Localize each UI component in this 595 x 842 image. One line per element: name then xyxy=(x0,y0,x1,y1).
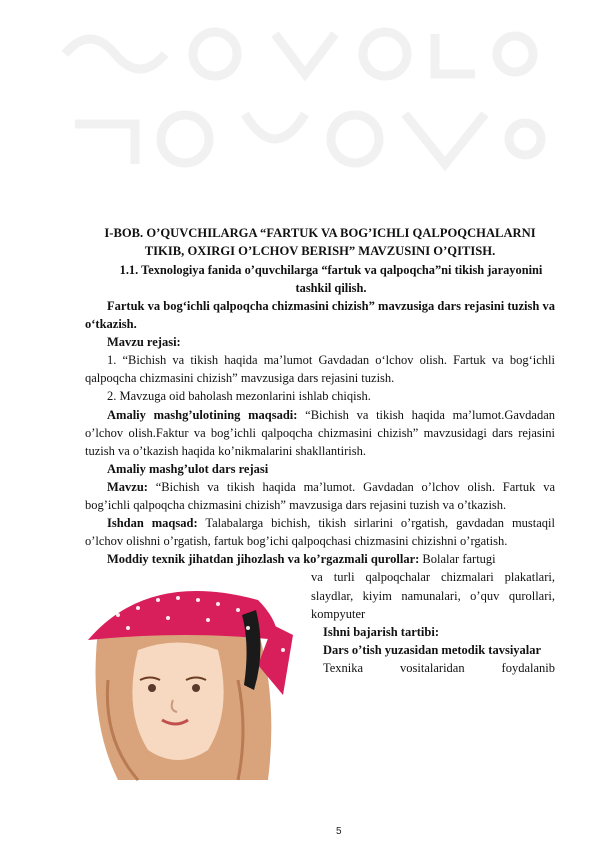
image-wrap-area xyxy=(85,568,555,677)
topic-paragraph xyxy=(85,478,555,514)
goal-label: Amaliy mashg’ulotining maqsadi: xyxy=(107,407,298,422)
chapter-title: I-BOB. O’QUVCHILARGA “FARTUK VA BOG’ICHLI QALPOQCHALARNI TIKIB, OXIRGI O’LCHOV BERISH” MAVZUSINI O’QITISH. xyxy=(104,226,536,259)
last-paragraph: Texnika vositalaridan foydalanib xyxy=(323,660,555,675)
section-title: 1.1. Texnologiya fanida o’quvchilarga “fartuk va qalpoqcha”ni tikish jarayonini tashkil qilish. xyxy=(119,262,543,295)
equipment-label: Moddiy texnik jihatdan jihozlash va ko’rgazmali qurollar: xyxy=(107,552,420,567)
watermark-pattern xyxy=(55,14,550,189)
goal-text: “Bichish va tikish haqida ma’lumot.Gavdadan o’lchov olish.Faktur va bog’ichli qalpoqcha chizmasini chizish” mavzusidagi dars rejasini tuzish va o’tkazish haqida ko’nikmalarini shakllantirish. xyxy=(85,407,555,458)
equipment-text-continued: va turli qalpoqchalar chizmalari plakatlari, slaydlar, kiyim namunalari, o’quv qurollari, kompyuter xyxy=(311,570,555,621)
page-number: 5 xyxy=(336,826,342,837)
wrapped-text-column xyxy=(311,568,555,677)
topic-text: “Bichish va tikish haqida ma’lumot. Gavdadan o’lchov olish. Fartuk va bog’ichli qalpoqcha chizmasini chizish” mavzusiga dars rejasini tuzish va o’tkazish. xyxy=(85,479,555,513)
plan-item-1: 1. “Bichish va tikish haqida ma’lumot Gavdadan o‘lchov olish. Fartuk va bog‘ichli qalpoqcha chizmasini chizish” mavzusiga dars rejasini tuzish. xyxy=(85,353,555,386)
education-goal-label: Ishdan maqsad: xyxy=(107,516,198,531)
topic-label: Mavzu: xyxy=(107,479,148,494)
plan-label: Mavzu rejasi: xyxy=(107,335,181,350)
lesson-plan-heading: Amaliy mashg’ulot dars rejasi xyxy=(107,461,269,476)
procedure-heading: Ishni bajarish tartibi: xyxy=(323,624,439,639)
procedure-subheading: Dars o’tish yuzasidan metodik tavsiyalar xyxy=(323,642,542,657)
plan-item-2: 2. Mavzuga oid baholash mezonlarini ishlab chiqish. xyxy=(107,389,371,404)
education-goal-paragraph xyxy=(85,514,555,550)
equipment-paragraph xyxy=(85,550,555,568)
girl-with-headscarf-illustration xyxy=(78,570,298,786)
goal-paragraph xyxy=(85,406,555,460)
education-goal-text: Talabalarga bichish, tikish sirlarini o’rgatish, gavdadan mustaqil o’lchov olishni o’rgatish, fartuk bog’ichi qalpoqchasi chizmasini chizishni o’rgatish. xyxy=(85,516,555,549)
equipment-text-start: Bolalar fartugi xyxy=(419,552,496,567)
document-body xyxy=(85,224,555,677)
lesson-subheading: Fartuk va bog‘ichli qalpoqcha chizmasini chizish” mavzusiga dars rejasini tuzish va o‘tkazish. xyxy=(85,299,555,332)
